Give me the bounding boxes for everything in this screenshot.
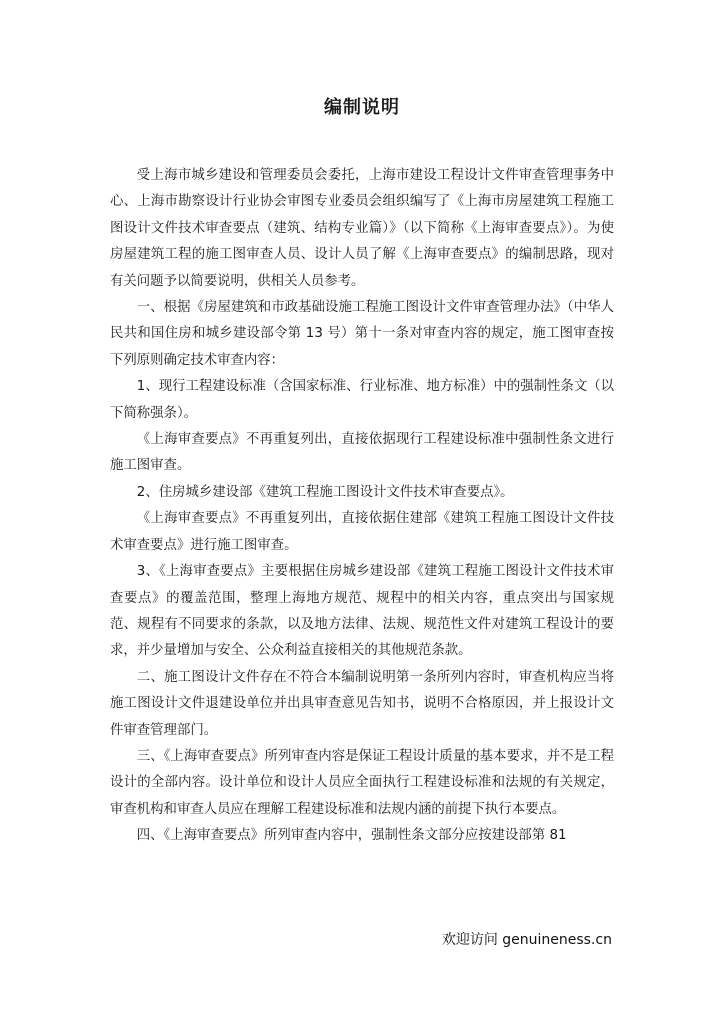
- paragraph-item-1: 1、现行工程建设标准（含国家标准、行业标准、地方标准）中的强制性条文（以下简称强条）。: [110, 379, 614, 421]
- paragraph-section-2: 二、施工图设计文件存在不符合本编制说明第一条所列内容时，审查机构应当将施工图设计文件退建设单位并出具审查意见告知书，说明不合格原因，并上报设计文件审查管理部门。: [110, 669, 614, 738]
- paragraph-intro: 受上海市城乡建设和管理委员会委托，上海市建设工程设计文件审查管理事务中心、上海市勘察设计行业协会审图专业委员会组织编写了《上海市房屋建筑工程施工图设计文件技术审查要点（建筑、结构专业篇）》（以下简称《上海审查要点》）。为使房屋建筑工程的施工图审查人员、设计人员了解《上海审查要点》的编制思路，现对有关问题予以简要说明，供相关人员参考。: [110, 168, 614, 289]
- watermark-text: 欢迎访问 genuineness.cn: [441, 932, 612, 948]
- document-title: 编制说明: [324, 97, 400, 118]
- paragraph-section-1: 一、根据《房屋建筑和市政基础设施工程施工图设计文件审查管理办法》（中华人民共和国住房和城乡建设部令第 13 号）第十一条对审查内容的规定，施工图审查按下列原则确定技术审查内容：: [110, 300, 614, 368]
- paragraph-item-2-note: 《上海审查要点》不再重复列出，直接依据住建部《建筑工程施工图设计文件技术审查要点》进行施工图审查。: [110, 511, 614, 553]
- paragraph-item-2: 2、住房城乡建设部《建筑工程施工图设计文件技术审查要点》。: [136, 484, 514, 500]
- paragraph-section-4: 四、《上海审查要点》所列审查内容中，强制性条文部分应按建设部第 81: [136, 828, 567, 844]
- document-body: [110, 163, 614, 850]
- paragraph-item-3: 3、《上海审查要点》主要根据住房城乡建设部《建筑工程施工图设计文件技术审查要点》的覆盖范围，整理上海地方规范、规程中的相关内容，重点突出与国家规范、规程有不同要求的条款，以及地方法律、法规、规范性文件对建筑工程设计的要求，并少量增加与安全、公众利益直接相关的其他规范条款。: [110, 564, 614, 659]
- paragraph-section-3: 三、《上海审查要点》所列审查内容是保证工程设计质量的基本要求，并不是工程设计的全部内容。设计单位和设计人员应全面执行工程建设标准和法规的有关规定，审查机构和审查人员应在理解工程建设标准和法规内涵的前提下执行本要点。: [110, 748, 614, 817]
- paragraph-item-1-note: 《上海审查要点》不再重复列出，直接依据现行工程建设标准中强制性条文进行施工图审查。: [110, 432, 614, 474]
